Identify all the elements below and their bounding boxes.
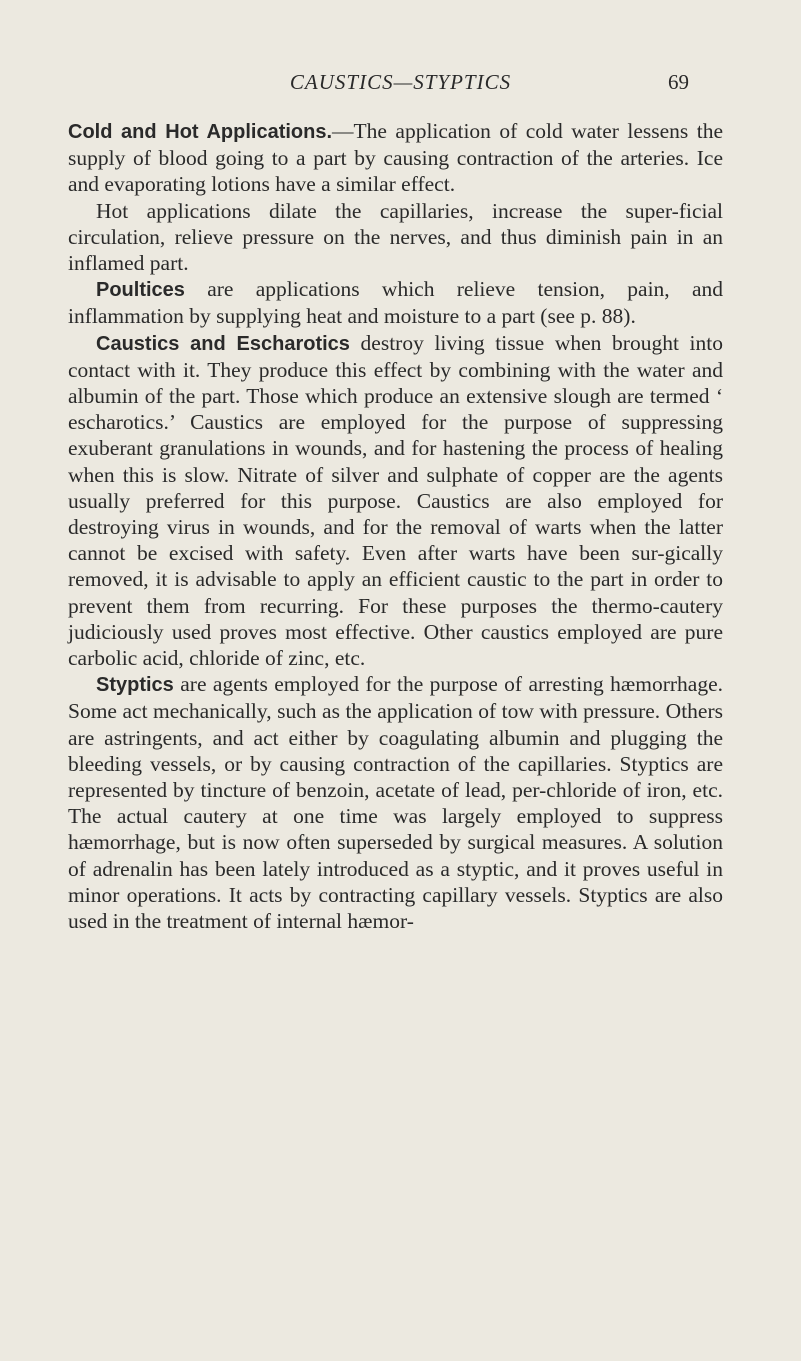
paragraph-text: Hot applications dilate the capillaries, increase the super-ficial circulation, relieve pressure on the nerves, and thus diminish pain in an inflamed part. [68,198,723,276]
paragraph-poultices [68,276,723,329]
paragraph-cold-hot-applications [68,118,723,198]
paragraph-styptics [68,671,723,934]
heading-cold-hot-applications: Cold and Hot Applications. [68,121,333,143]
heading-caustics-escharotics: Caustics and Escharotics [96,332,350,355]
paragraph-text: destroy living tissue when brought into contact with it. They produce this effect by combining with the water and albumin of the part. Those which produce an extensive slough are termed ‘ escharotics.’ Caustics are employed for the purpose of suppressing exuberant granulations in wounds, and for hastening the process of healing when this is slow. Nitrate of silver and sulphate of copper are the agents usually preferred for this purpose. Caustics are also employed for destroying virus in wounds, and for the removal of warts when the latter cannot be excised with safety. Even after warts have been sur-gically removed, it is advisable to apply an efficient caustic to the part in order to prevent them from recurring. For these purposes the thermo-cautery judiciously used proves most effective. Other caustics employed are pure carbolic acid, chloride of zinc, etc. [68,330,723,671]
paragraph-text: —The application of cold water lessens the supply of blood going to a part by causing contraction of the arteries. Ice and evaporating lotions have a similar effect. [68,119,724,197]
paragraph-hot-applications [68,198,723,277]
running-head: CAUSTICS—STYPTICS [289,70,512,94]
body-text [68,118,723,934]
paragraph-text: are agents employed for the purpose of arresting hæmorrhage. Some act mechanically, such as the application of tow with pressure. Others are astringents, and act either by coagulating albumin and plugging the bleeding vessels, or by causing contraction of the capillaries. Styptics are represented by tincture of benzoin, acetate of lead, per-chloride of iron, etc. The actual cautery at one time was largely employed to suppress hæmorrhage, but is now often superseded by surgical measures. A solution of adrenalin has been lately introduced as a styptic, and it proves useful in minor operations. It acts by contracting capillary vessels. Styptics are also used in the treatment of internal hæmor- [68,672,723,934]
paragraph-text: are applications which relieve tension, pain, and inflammation by supplying heat and moisture to a part (see p. 88). [68,277,723,329]
page-number: 69 [668,70,689,94]
heading-styptics: Styptics [96,674,174,697]
paragraph-caustics [68,330,723,672]
page-header [0,70,801,100]
heading-poultices: Poultices [96,279,185,302]
